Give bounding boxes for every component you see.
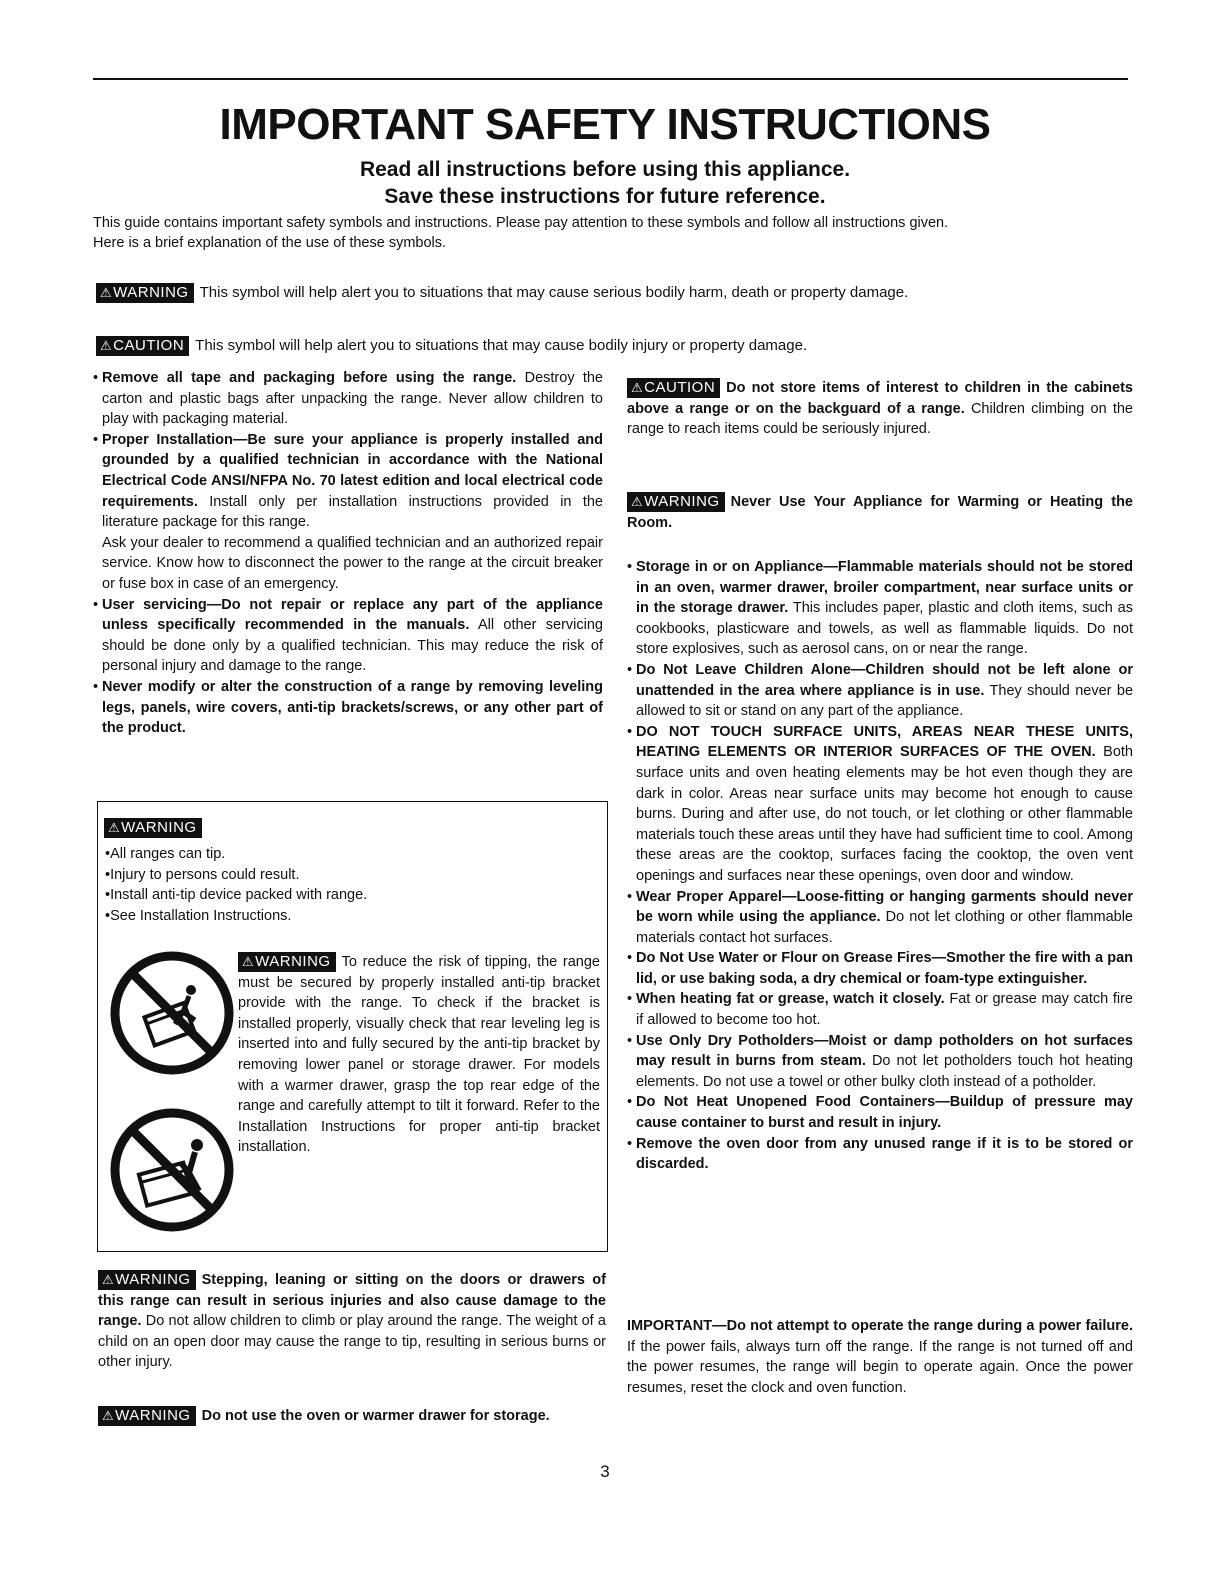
warning-triangle-icon: ⚠	[631, 494, 644, 509]
page-title: IMPORTANT SAFETY INSTRUCTIONS	[219, 100, 991, 149]
subtitle-save: Save these instructions for future reference.	[384, 185, 826, 208]
caution-legend-text: This symbol will help alert you to situations that may cause bodily injury or property damage.	[195, 337, 808, 354]
warning-triangle-icon: ⚠	[242, 954, 255, 969]
left-column	[93, 368, 603, 739]
caution-triangle-icon: ⚠	[100, 338, 113, 353]
intro	[93, 213, 1138, 253]
list-item: • Do Not Use Water or Flour on Grease Fires—Smother the fire with a pan lid, or use baking soda, a dry chemical or foam-type extinguisher.	[627, 950, 1133, 987]
list-item-continued: Ask your dealer to recommend a qualified technician and an authorized repair service. Know how to disconnect the power to the range at the circuit breaker or fuse box in case of an emergency.	[102, 534, 603, 592]
subtitle-read: Read all instructions before using this appliance.	[359, 158, 851, 181]
list-item: • Storage in or on Appliance—Flammable materials should not be stored in an oven, warmer drawer, broiler compartment, near surface units or in the storage drawer. This includes paper, plastic and cloth items, such as cookbooks, plasticware and towels, as well as flammable liquids. Do not store explosives, such as aerosol cans, on or near the range.	[627, 559, 1133, 658]
warning-triangle-icon: ⚠	[100, 285, 113, 300]
storage-warning: ⚠WARNING Do not use the oven or warmer drawer for storage.	[98, 1406, 606, 1427]
list-item: • Remove the oven door from any unused range if it is to be stored or discarded.	[627, 1135, 1133, 1173]
list-item: • Do Not Leave Children Alone—Children should not be left alone or unattended in the area where appliance is in use. They should never be allowed to sit or stand on any part of the appliance.	[627, 661, 1134, 720]
list-item: • Remove all tape and packaging before using the range. Destroy the carton and plastic bags after unpacking the range. Never allow children to play with packaging material.	[93, 370, 603, 428]
tip-warning-text: ⚠WARNING To reduce the risk of tipping, the range must be secured by properly installed anti-tip bracket provide with the range. To check if the bracket is installed properly, visually check that rear leveling leg is inserted into and fully secured by the anti-tip bracket by removing lower panel or storage drawer. For models with a warmer drawer, grasp the top rear edge of the range and carefully attempt to tilt it forward. Refer to the Installation Instructions for proper anti-tip bracket installation.	[238, 953, 600, 1156]
list-item: • Proper Installation—Be sure your appliance is properly installed and grounded by a qualified technician in accordance with the National Electrical Code ANSI/NFPA No. 70 latest edition and local electrical code requirements. Install only per installation instructions provided in the literature package for this range.	[93, 431, 603, 531]
warning-legend-text: This symbol will help alert you to situations that may cause serious bodily harm, death or property damage.	[199, 284, 909, 301]
right-warning: ⚠WARNING Never Use Your Appliance for Warming or Heating the Room.	[627, 493, 1133, 531]
list-item: • Use Only Dry Potholders—Moist or damp potholders on hot surfaces may result in burns from steam. Do not let potholders touch hot heating elements. Do not use a towel or other bulky cloth instead of a potholder.	[627, 1032, 1133, 1090]
warning-triangle-icon: ⚠	[108, 820, 121, 835]
list-item: • When heating fat or grease, watch it closely. Fat or grease may catch fire if allowed to become too hot.	[627, 991, 1133, 1029]
intro-line-2: Here is a brief explanation of the use of these symbols.	[93, 235, 447, 251]
warning-badge: ⚠WARNING	[98, 1406, 196, 1426]
warning-badge: ⚠WARNING	[238, 952, 336, 972]
important-note: IMPORTANT—Do not attempt to operate the range during a power failure. If the power fails, always turn off the range. If the range is not turned off and the power resumes, the range will begin to operate again. Once the power resumes, reset the clock and oven function.	[627, 1318, 1133, 1396]
warning-triangle-icon: ⚠	[102, 1408, 115, 1423]
list-item: •See Installation Instructions.	[105, 907, 292, 924]
right-list	[627, 557, 1133, 1175]
warning-badge: ⚠WARNING	[104, 818, 202, 838]
list-item: • Wear Proper Apparel—Loose-fitting or hanging garments should never be worn while using the appliance. Do not let clothing or other flammable materials contact hot surfaces.	[627, 888, 1133, 946]
warning-triangle-icon: ⚠	[102, 1272, 115, 1287]
no-climbing-door-icon	[109, 1107, 235, 1233]
caution-triangle-icon: ⚠	[631, 380, 644, 395]
caution-legend	[96, 336, 807, 356]
tip-warning-box	[97, 801, 608, 1252]
page-number: 3	[600, 1462, 610, 1481]
top-rule	[93, 78, 1128, 80]
caution-badge: ⚠CAUTION	[627, 378, 720, 398]
list-item: •All ranges can tip.	[105, 846, 226, 862]
list-item: •Injury to persons could result.	[105, 866, 300, 883]
no-tipping-range-icon	[109, 950, 235, 1076]
warning-badge: ⚠WARNING	[98, 1270, 196, 1290]
list-item: • Never modify or alter the construction of a range by removing leveling legs, panels, wire covers, anti-tip brackets/screws, or any other part of the product.	[93, 678, 603, 737]
stepping-warning: ⚠WARNING Stepping, leaning or sitting on the doors or drawers of this range can result in serious injuries and also cause damage to the range. Do not allow children to climb or play around the range. The weight of a child on an open door may cause the range to tip, resulting in serious burns or other injury.	[98, 1271, 606, 1371]
tip-list	[105, 844, 367, 926]
warning-legend	[96, 283, 908, 303]
right-caution: ⚠CAUTION Do not store items of interest to children in the cabinets above a range or on the backguard of a range. Children climbing on the range to reach items could be seriously injured.	[627, 379, 1133, 438]
intro-line-1: This guide contains important safety symbols and instructions. Please pay attention to these symbols and follow all instructions given.	[93, 215, 949, 231]
list-item: •Install anti-tip device packed with range.	[105, 887, 368, 904]
warning-badge: ⚠WARNING	[96, 283, 194, 303]
list-item: • User servicing—Do not repair or replace any part of the appliance unless specifically recommended in the manuals. All other servicing should be done only by a qualified technician. This may reduce the risk of personal injury and damage to the range.	[93, 596, 603, 675]
list-item: • DO NOT TOUCH SURFACE UNITS, AREAS NEAR THESE UNITS, HEATING ELEMENTS OR INTERIOR SURFACES OF THE OVEN. Both surface units and oven heating elements may be hot even though they are dark in color. Areas near surface units may become hot enough to cause burns. During and after use, do not touch, or let clothing or other flammable materials touch these areas until they have had sufficient time to cool. Among these areas are the cooktop, surfaces facing the cooktop, the oven vent openings and surfaces near these openings, oven door and window.	[627, 723, 1133, 884]
caution-badge: ⚠CAUTION	[96, 336, 189, 356]
list-item: • Do Not Heat Unopened Food Containers—Buildup of pressure may cause container to burst and result in injury.	[627, 1094, 1133, 1132]
warning-badge: ⚠WARNING	[627, 492, 725, 512]
